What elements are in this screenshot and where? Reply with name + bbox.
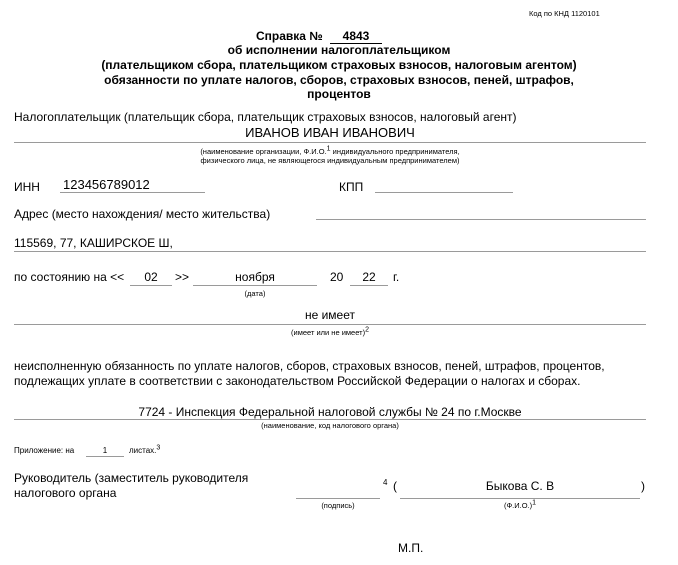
address-value: 115569, 77, КАШИРСКОЕ Ш, <box>14 236 173 250</box>
fio-caption: $(Ф.И.О.)^1$ <box>503 499 537 510</box>
signature-sup: 4 <box>383 478 388 487</box>
obligation-text-line-2: подлежащих уплате в соответствии с законодательством Российской Федерации о налогах и сборах. <box>14 374 581 388</box>
date-month: ноября <box>235 270 275 284</box>
date-month-underline <box>193 285 317 286</box>
certificate-title-prefix: Справка № <box>256 29 323 43</box>
taxpayer-caption-1: (наименование организации, Ф.И.О.$^1$ индивидуального предпринимателя, <box>200 145 460 156</box>
kpp-label: КПП <box>339 180 364 194</box>
address-underline-2 <box>14 251 646 252</box>
title-line-5: процентов <box>307 87 371 101</box>
head-label-line-1: Руководитель (заместитель руководителя <box>14 471 249 485</box>
obligation-text-line-1: неисполненную обязанность по уплате налогов, сборов, страховых взносов, пеней, штрафов, процентов, <box>14 359 605 373</box>
attachment-label: Приложение: на <box>14 446 75 455</box>
signature-line <box>296 498 380 499</box>
head-name-underline <box>400 498 640 499</box>
date-day-underline <box>130 285 172 286</box>
tax-authority-caption: (наименование, код налогового органа) <box>261 421 399 430</box>
attachment-count-underline <box>86 456 124 457</box>
attachment-unit: листах.$^3$ <box>129 444 161 455</box>
taxpayer-label: Налогоплательщик (плательщик сбора, плательщик страховых взносов, налоговый агент) <box>14 110 517 124</box>
title-line-3: (плательщиком сбора, плательщиком страховых взносов, налоговым агентом) <box>101 58 577 72</box>
date-prefix: по состоянию на << <box>14 270 125 284</box>
knd-code: Код по КНД 1120101 <box>529 9 600 18</box>
inn-value: 123456789012 <box>63 177 150 192</box>
fio-open-paren: ( <box>393 479 397 493</box>
taxpayer-name: ИВАНОВ ИВАН ИВАНОВИЧ <box>245 125 415 140</box>
kpp-underline <box>375 192 513 193</box>
tax-authority: 7724 - Инспекция Федеральной налоговой службы № 24 по г.Москве <box>138 405 522 419</box>
certificate-number: 4843 <box>342 29 370 43</box>
title-line-2: об исполнении налогоплательщиком <box>227 43 451 57</box>
tax-authority-underline <box>14 419 646 420</box>
date-caption: (дата) <box>244 289 266 298</box>
title-line-4: обязанности по уплате налогов, сборов, страховых взносов, пеней, штрафов, <box>104 73 574 87</box>
signature-caption: (подпись) <box>321 501 355 510</box>
date-year-prefix: 20 <box>330 270 344 284</box>
debt-status-caption: (имеет или не имеет)$^2$ <box>291 326 369 337</box>
date-close: >> <box>175 270 190 284</box>
address-label: Адрес (место нахождения/ место жительства) <box>14 207 271 221</box>
taxpayer-name-underline <box>14 142 646 143</box>
inn-label: ИНН <box>14 180 40 194</box>
address-underline-1 <box>316 219 646 220</box>
fio-close-paren: ) <box>641 479 645 493</box>
date-year-underline <box>350 285 388 286</box>
attachment-count: 1 <box>102 446 108 455</box>
head-name: Быкова С. В <box>485 479 555 493</box>
debt-status-underline <box>14 324 646 325</box>
debt-status: не имеет <box>304 308 356 322</box>
date-year-suffix: 22 <box>362 270 376 284</box>
head-label-line-2: налогового органа <box>14 486 117 500</box>
date-g: г. <box>393 270 400 284</box>
date-day: 02 <box>144 270 158 284</box>
taxpayer-caption-2: физического лица, не являющегося индивидуальным предпринимателем) <box>200 156 460 165</box>
inn-underline <box>60 192 205 193</box>
stamp-place: М.П. <box>398 541 424 555</box>
